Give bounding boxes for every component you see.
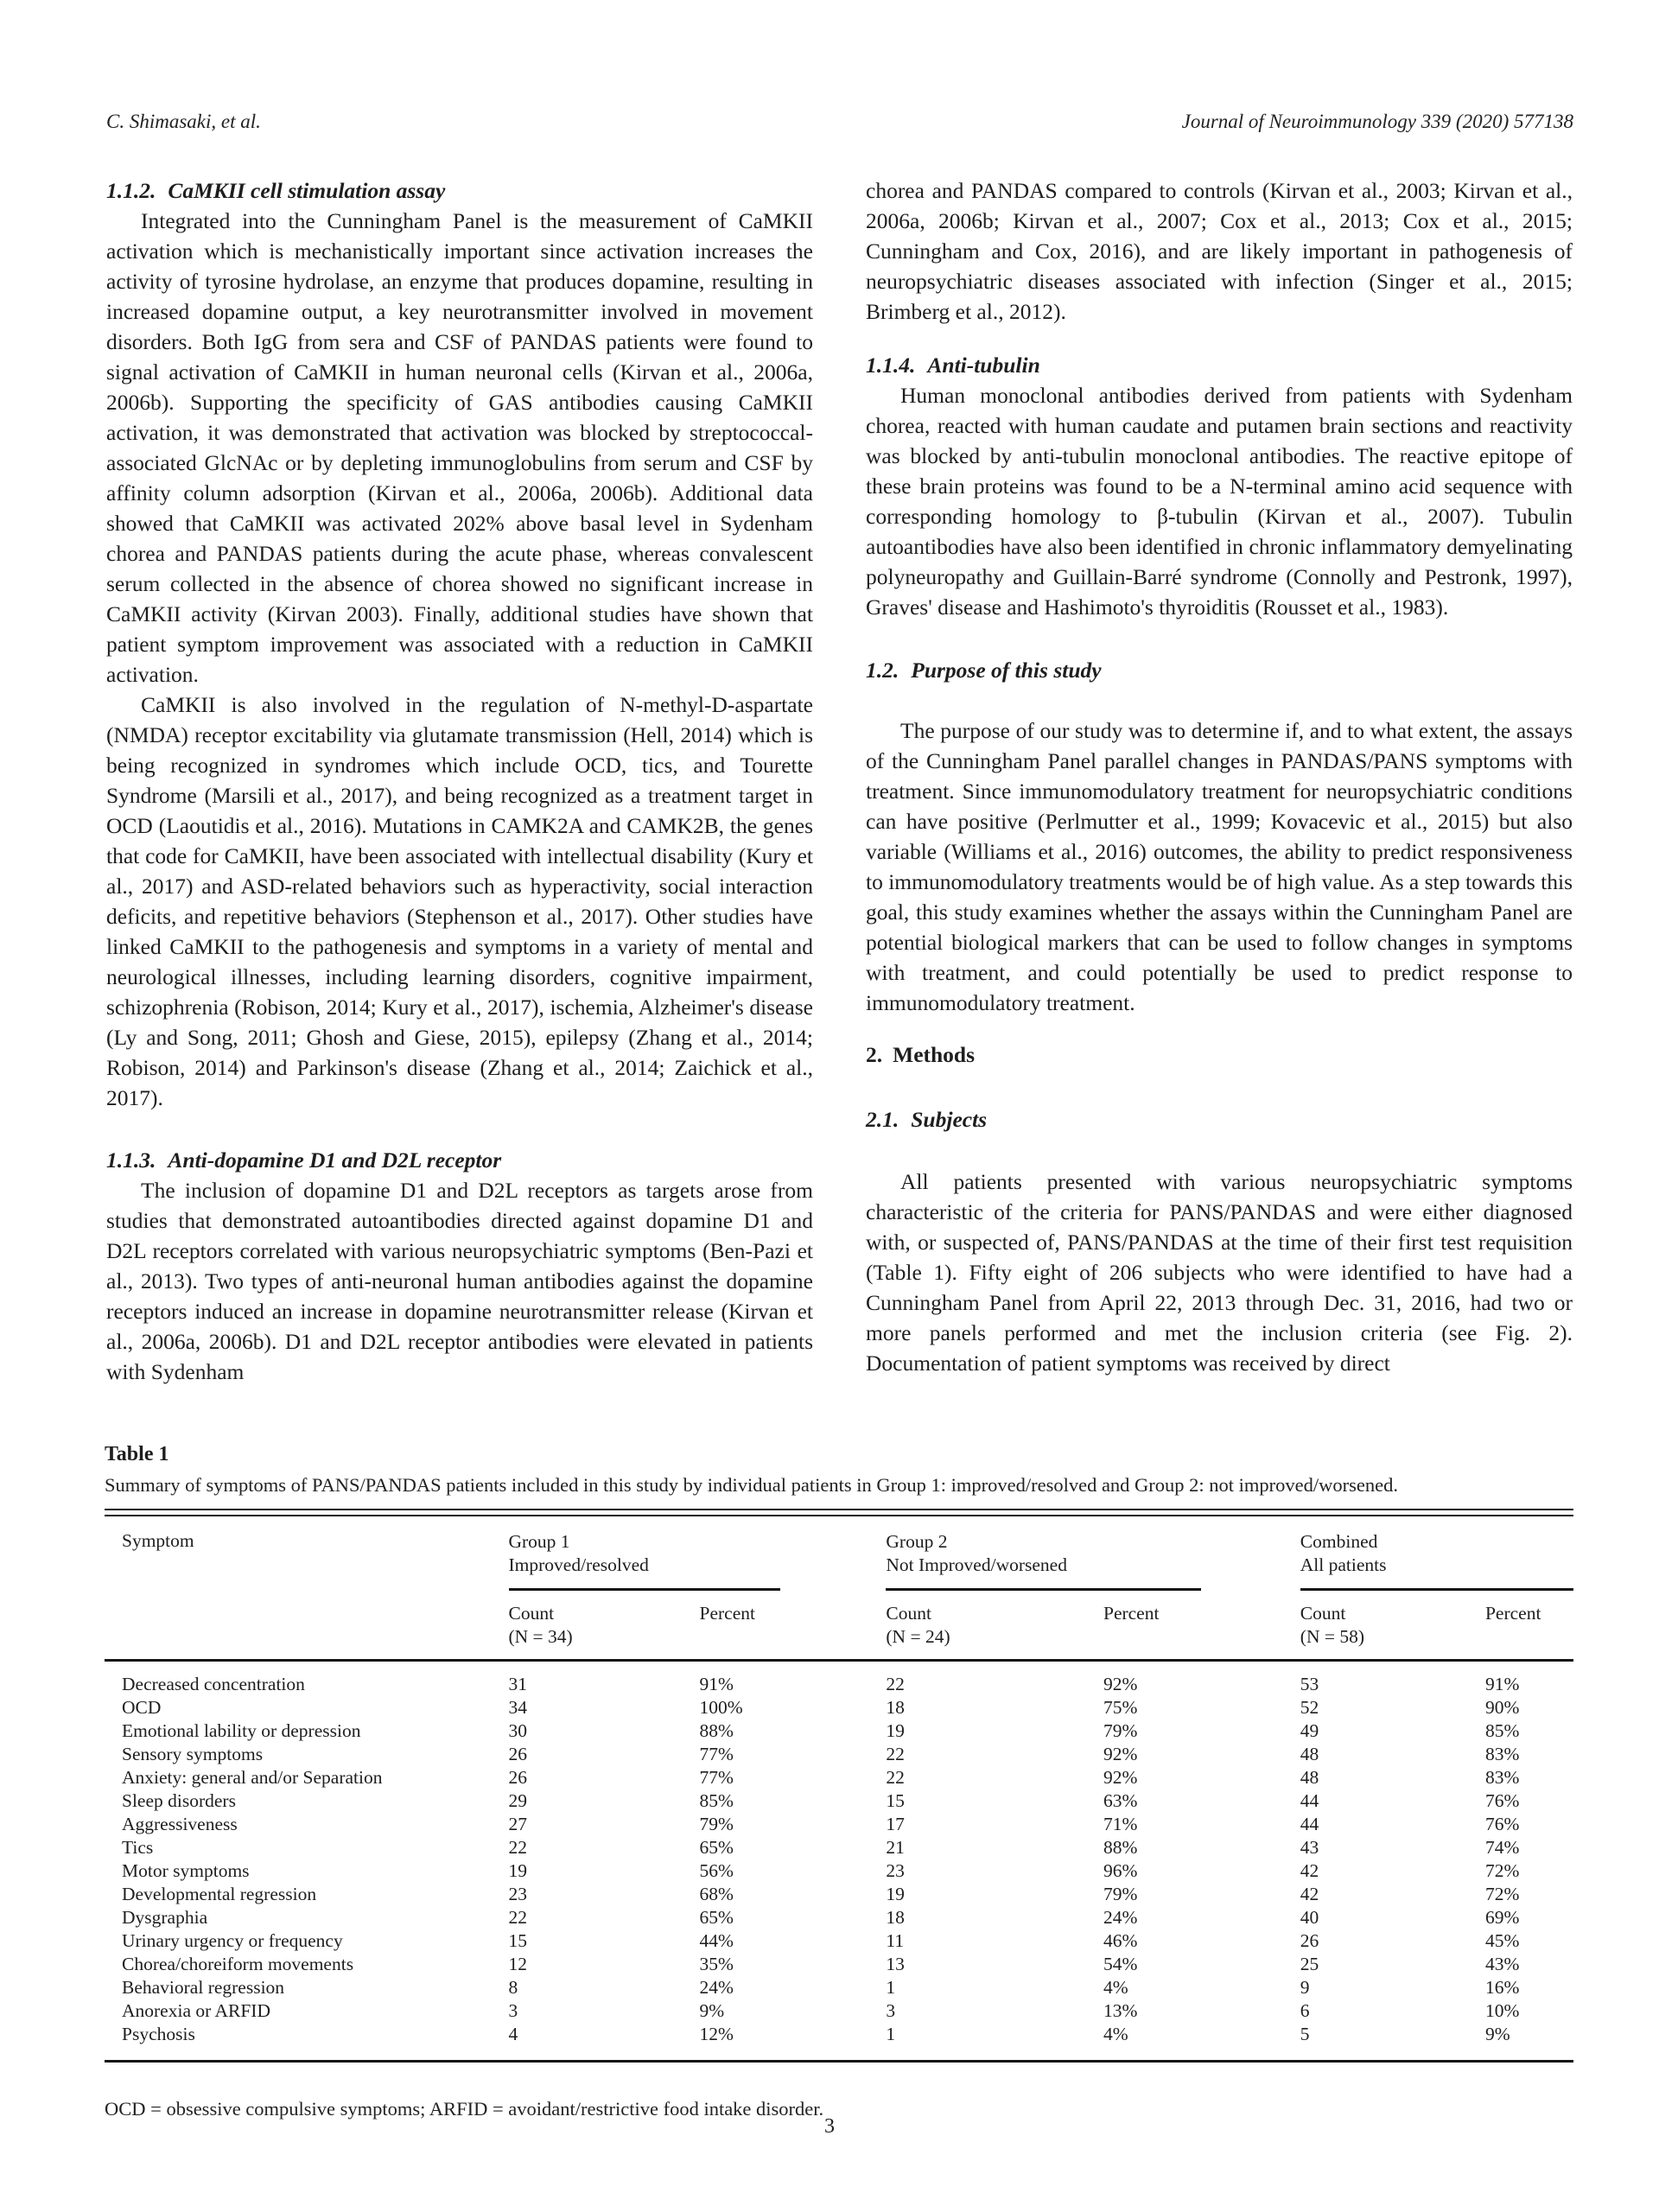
value-cell: 92% — [1103, 1744, 1138, 1764]
paragraph: chorea and PANDAS compared to controls (Kirvan et al., 2003; Kirvan et al., 2006a, 2006b; Kirvan et al., 2007; Cox et al., 2013; Cox et al., 2015; Cunningham and Cox, 2016), and are likely important in pathogenesis of neuropsychiatric diseases associated with infection (Singer et al., 2015; Brimberg et al., 2012). — [866, 178, 1573, 324]
value-cell: 44 — [1300, 1814, 1319, 1834]
value-cell: 90% — [1484, 1697, 1520, 1718]
combined-header — [1300, 1516, 1573, 1591]
symptom-column-header: Symptom — [105, 1516, 509, 1661]
value-cell: 3 — [508, 2000, 518, 2021]
value-cell: 21 — [886, 1837, 905, 1858]
table-row — [105, 1766, 1573, 1789]
value-cell: 91% — [699, 1674, 734, 1694]
symptom-cell: Urinary urgency or frequency — [122, 1930, 343, 1951]
value-cell: 48 — [1300, 1767, 1319, 1788]
running-head-authors: C. Shimasaki, et al. — [106, 111, 261, 132]
value-cell: 17 — [886, 1814, 905, 1834]
paragraph: Integrated into the Cunningham Panel is the measurement of CaMKII activation which is mechanistically important since activation increases the activity of tyrosine hydrolase, an enzyme that produces dopamine, resulting in increased dopamine output, a key neurotransmitter involved in movement disorders. Both IgG from sera and CSF of PANDAS patients were found to signal activation of CaMKII in human neuronal cells (Kirvan et al., 2006a, 2006b). Supporting the specificity of GAS antibodies causing CaMKII activation, it was demonstrated that activation was blocked by streptococcal-associated GlcNAc or by depleting immunoglobulins from serum and CSF by affinity column adsorption (Kirvan et al., 2006a, 2006b). Additional data showed that CaMKII was activated 202% above basal level in Sydenham chorea and PANDAS patients during the acute phase, whereas convalescent serum collected in the absence of chorea showed no significant increase in CaMKII activity (Kirvan 2003). Finally, additional studies have shown that patient symptom improvement was associated with a reduction in CaMKII activation. — [106, 208, 813, 687]
value-cell: 79% — [699, 1814, 734, 1834]
paragraph: All patients presented with various neuropsychiatric symptoms characteristic of the criteria for PANS/PANDAS and were either diagnosed with, or suspected of, PANS/PANDAS at the time of their first test requisition (Table 1). Fifty eight of 206 subjects who were identified to have had a Cunningham Panel from April 22, 2013 through Dec. 31, 2016, had two or more panels performed and met the inclusion criteria (see Fig. 2). Documentation of patient symptoms was received by direct — [866, 1169, 1573, 1376]
running-head-journal: Journal of Neuroimmunology 339 (2020) 577138 — [1181, 111, 1573, 132]
table-bottom-rule — [105, 2060, 1573, 2063]
section-number: 1.1.3. — [106, 1147, 156, 1173]
value-cell: 19 — [508, 1860, 527, 1881]
section-title: Anti-tubulin — [927, 353, 1040, 378]
table-row — [105, 1813, 1573, 1836]
table-label: Table 1 — [105, 1443, 169, 1465]
value-cell: 9% — [699, 2000, 725, 2021]
group1-header — [509, 1516, 887, 1591]
table-row — [105, 1883, 1573, 1906]
value-cell: 92% — [1103, 1767, 1138, 1788]
symptom-table-body — [105, 1661, 1573, 2047]
value-cell: 83% — [1484, 1767, 1520, 1788]
value-cell: 72% — [1484, 1884, 1520, 1904]
value-cell: 34 — [508, 1697, 527, 1718]
value-cell: 40 — [1300, 1907, 1319, 1928]
symptom-cell: Sleep disorders — [122, 1790, 236, 1811]
section-number: 2. — [866, 1042, 883, 1067]
symptom-cell: Chorea/choreiform movements — [122, 1954, 354, 1974]
section-heading-1-2 — [866, 655, 1573, 685]
table-row — [105, 2023, 1573, 2046]
value-cell: 48 — [1300, 1744, 1319, 1764]
value-cell: 4% — [1103, 2024, 1128, 2044]
value-cell: 46% — [1103, 1930, 1138, 1951]
value-cell: 24% — [699, 1977, 734, 1998]
value-cell: 43% — [1484, 1954, 1520, 1974]
value-cell: 54% — [1103, 1954, 1138, 1974]
section-heading-1-1-2 — [106, 175, 813, 206]
section-heading-2 — [866, 1039, 1573, 1070]
section-title: Subjects — [911, 1107, 988, 1132]
group2-header — [886, 1516, 1300, 1591]
value-cell: 96% — [1103, 1860, 1138, 1881]
section-title: Methods — [893, 1042, 976, 1067]
value-cell: 22 — [508, 1907, 527, 1928]
section-title: CaMKII cell stimulation assay — [168, 178, 446, 203]
value-cell: 69% — [1484, 1907, 1520, 1928]
section-heading-2-1 — [866, 1104, 1573, 1135]
value-cell: 13% — [1103, 2000, 1138, 2021]
value-cell: 12% — [699, 2024, 734, 2044]
group2-n: (N = 24) — [886, 1626, 950, 1647]
value-cell: 52 — [1300, 1697, 1319, 1718]
symptom-cell: Decreased concentration — [122, 1674, 305, 1694]
symptom-cell: Sensory symptoms — [122, 1744, 264, 1764]
section-title: Purpose of this study — [911, 658, 1102, 683]
paragraph: Human monoclonal antibodies derived from patients with Sydenham chorea, reacted with human caudate and putamen brain sections and reactivity was blocked by anti-tubulin monoclonal antibodies. The reactive epitope of these brain proteins was found to be a N-terminal amino acid sequence with corresponding homology to β-tubulin (Kirvan et al., 2007). Tubulin autoantibodies have also been identified in chronic inflammatory demyelinating polyneuropathy and Guillain-Barré syndrome (Connolly and Pestronk, 1997), Graves' disease and Hashimoto's thyroiditis (Rousset et al., 1983). — [866, 383, 1573, 620]
value-cell: 26 — [508, 1767, 527, 1788]
value-cell: 88% — [1103, 1837, 1138, 1858]
value-cell: 9% — [1484, 2024, 1510, 2044]
value-cell: 10% — [1484, 2000, 1520, 2021]
symptom-cell: Emotional lability or depression — [122, 1720, 361, 1741]
value-cell: 26 — [508, 1744, 527, 1764]
value-cell: 92% — [1103, 1674, 1138, 1694]
table-row — [105, 1906, 1573, 1929]
table-row — [105, 1696, 1573, 1719]
value-cell: 85% — [1484, 1720, 1520, 1741]
value-cell: 22 — [886, 1767, 905, 1788]
section-number: 1.2. — [866, 658, 899, 683]
table-row — [105, 1836, 1573, 1859]
page-number: 3 — [824, 2115, 835, 2138]
symptom-cell: OCD — [122, 1697, 162, 1718]
value-cell: 53 — [1300, 1674, 1319, 1694]
value-cell: 71% — [1103, 1814, 1138, 1834]
symptom-cell: Dysgraphia — [122, 1907, 208, 1928]
value-cell: 42 — [1300, 1884, 1319, 1904]
value-cell: 72% — [1484, 1860, 1520, 1881]
section-number: 1.1.2. — [106, 178, 156, 203]
value-cell: 22 — [886, 1744, 905, 1764]
value-cell: 8 — [508, 1977, 518, 1998]
right-column — [866, 175, 1573, 1378]
value-cell: 49 — [1300, 1720, 1319, 1741]
group2-subtitle: Not Improved/worsened — [886, 1554, 1067, 1575]
table-row — [105, 1976, 1573, 1999]
combined-title: Combined — [1300, 1531, 1378, 1552]
value-cell: 18 — [886, 1907, 905, 1928]
table-row — [105, 1999, 1573, 2023]
value-cell: 12 — [508, 1954, 527, 1974]
symptom-cell: Behavioral regression — [122, 1977, 285, 1998]
value-cell: 74% — [1484, 1837, 1520, 1858]
value-cell: 23 — [508, 1884, 527, 1904]
value-cell: 4% — [1103, 1977, 1128, 1998]
symptom-cell: Anxiety: general and/or Separation — [122, 1767, 383, 1788]
value-cell: 91% — [1484, 1674, 1520, 1694]
value-cell: 44% — [699, 1930, 734, 1951]
value-cell: 19 — [886, 1884, 905, 1904]
value-cell: 16% — [1484, 1977, 1520, 1998]
symptom-cell: Motor symptoms — [122, 1860, 250, 1881]
symptom-cell: Anorexia or ARFID — [122, 2000, 270, 2021]
value-cell: 23 — [886, 1860, 905, 1881]
section-heading-1-1-3 — [106, 1145, 813, 1175]
value-cell: 4 — [508, 2024, 518, 2044]
value-cell: 77% — [699, 1744, 734, 1764]
value-cell: 79% — [1103, 1884, 1138, 1904]
table-row — [105, 1743, 1573, 1766]
group2-percent-header: Percent — [1103, 1591, 1300, 1661]
table-footnote: OCD = obsessive compulsive symptoms; ARFID = avoidant/restrictive food intake disorder. — [105, 2098, 824, 2120]
value-cell: 45% — [1484, 1930, 1520, 1951]
section-heading-1-1-4 — [866, 350, 1573, 380]
value-cell: 25 — [1300, 1954, 1319, 1974]
value-cell: 76% — [1484, 1790, 1520, 1811]
group1-percent-header: Percent — [700, 1591, 887, 1661]
value-cell: 44 — [1300, 1790, 1319, 1811]
value-cell: 75% — [1103, 1697, 1138, 1718]
table-row — [105, 1859, 1573, 1883]
group2-count-header: Count (N = 24) — [886, 1591, 1103, 1661]
value-cell: 9 — [1300, 1977, 1310, 1998]
value-cell: 22 — [508, 1837, 527, 1858]
value-cell: 100% — [699, 1697, 743, 1718]
table-1-block — [105, 1441, 1573, 2121]
paragraph: The purpose of our study was to determine if, and to what extent, the assays of the Cunningham Panel parallel changes in PANDAS/PANS symptoms with treatment. Since immunomodulatory treatment for neuropsychiatric conditions can have positive (Perlmutter et al., 1999; Kovacevic et al., 2015) but also variable (Williams et al., 2016) outcomes, the ability to predict responsiveness to immunomodulatory treatments would be of high value. As a step towards this goal, this study examines whether the assays within the Cunningham Panel are potential biological markers that can be used to follow changes in symptoms with treatment, and could potentially be used to predict response to immunomodulatory treatment. — [866, 718, 1573, 1015]
value-cell: 15 — [508, 1930, 527, 1951]
value-cell: 15 — [886, 1790, 905, 1811]
symptom-cell: Tics — [122, 1837, 154, 1858]
value-cell: 85% — [699, 1790, 734, 1811]
value-cell: 65% — [699, 1837, 734, 1858]
group1-subtitle: Improved/resolved — [508, 1554, 649, 1575]
section-number: 2.1. — [866, 1107, 899, 1132]
table-row — [105, 1661, 1573, 1697]
value-cell: 43 — [1300, 1837, 1319, 1858]
combined-percent-header: Percent — [1485, 1591, 1573, 1661]
value-cell: 88% — [699, 1720, 734, 1741]
table-group-header-row — [105, 1516, 1573, 1591]
value-cell: 3 — [886, 2000, 896, 2021]
value-cell: 1 — [886, 2024, 896, 2044]
value-cell: 83% — [1484, 1744, 1520, 1764]
value-cell: 5 — [1300, 2024, 1310, 2044]
value-cell: 29 — [508, 1790, 527, 1811]
value-cell: 11 — [886, 1930, 905, 1951]
value-cell: 56% — [699, 1860, 734, 1881]
value-cell: 27 — [508, 1814, 527, 1834]
group2-title: Group 2 — [886, 1531, 948, 1552]
paragraph: CaMKII is also involved in the regulation of N-methyl-D-aspartate (NMDA) receptor excitability via glutamate transmission (Hell, 2014) which is being recognized in syndromes which include OCD, tics, and Tourette Syndrome (Marsili et al., 2017), and being recognized as a treatment target in OCD (Laoutidis et al., 2016). Mutations in CAMK2A and CAMK2B, the genes that code for CaMKII, have been associated with intellectual disability (Kury et al., 2017) and ASD-related behaviors such as hyperactivity, social interaction deficits, and repetitive behaviors (Stephenson et al., 2017). Other studies have linked CaMKII to the pathogenesis and symptoms in a variety of mental and neurological illnesses, including learning disorders, cognitive impairment, schizophrenia (Robison, 2014; Kury et al., 2017), ischemia, Alzheimer's disease (Ly and Song, 2011; Ghosh and Giese, 2015), epilepsy (Zhang et al., 2014; Robison, 2014) and Parkinson's disease (Zhang et al., 2014; Zaichick et al., 2017). — [106, 692, 813, 1110]
value-cell: 35% — [699, 1954, 734, 1974]
table-row — [105, 1719, 1573, 1743]
value-cell: 77% — [699, 1767, 734, 1788]
value-cell: 30 — [508, 1720, 527, 1741]
symptom-table — [105, 1516, 1573, 2046]
group1-n: (N = 34) — [508, 1626, 573, 1647]
table-caption: Summary of symptoms of PANS/PANDAS patients included in this study by individual patients in Group 1: improved/resolved and Group 2: not improved/worsened. — [105, 1474, 1398, 1496]
section-number: 1.1.4. — [866, 353, 916, 378]
value-cell: 19 — [886, 1720, 905, 1741]
value-cell: 65% — [699, 1907, 734, 1928]
group1-title: Group 1 — [508, 1531, 570, 1552]
value-cell: 24% — [1103, 1907, 1138, 1928]
value-cell: 76% — [1484, 1814, 1520, 1834]
table-row — [105, 1789, 1573, 1813]
value-cell: 1 — [886, 1977, 896, 1998]
paragraph: The inclusion of dopamine D1 and D2L receptors as targets arose from studies that demonstrated autoantibodies directed against dopamine D1 and D2L receptors correlated with various neuropsychiatric symptoms (Ben-Pazi et al., 2013). Two types of anti-neuronal human antibodies against the dopamine receptors induced an increase in dopamine neurotransmitter release (Kirvan et al., 2006a, 2006b). D1 and D2L receptor antibodies were elevated in patients with Sydenham — [106, 1178, 813, 1384]
combined-count-header: Count (N = 58) — [1300, 1591, 1485, 1661]
value-cell: 79% — [1103, 1720, 1138, 1741]
combined-subtitle: All patients — [1300, 1554, 1387, 1575]
left-column — [106, 175, 813, 1387]
value-cell: 22 — [886, 1674, 905, 1694]
table-top-rule — [105, 1509, 1573, 1516]
value-cell: 6 — [1300, 2000, 1310, 2021]
value-cell: 18 — [886, 1697, 905, 1718]
symptom-cell: Developmental regression — [122, 1884, 317, 1904]
value-cell: 68% — [699, 1884, 734, 1904]
symptom-cell: Aggressiveness — [122, 1814, 238, 1834]
value-cell: 31 — [508, 1674, 527, 1694]
table-row — [105, 1929, 1573, 1953]
table-row — [105, 1953, 1573, 1976]
value-cell: 13 — [886, 1954, 905, 1974]
value-cell: 26 — [1300, 1930, 1319, 1951]
group1-count-header: Count (N = 34) — [509, 1591, 700, 1661]
combined-n: (N = 58) — [1300, 1626, 1365, 1647]
value-cell: 63% — [1103, 1790, 1138, 1811]
section-title: Anti-dopamine D1 and D2L receptor — [168, 1147, 502, 1173]
value-cell: 42 — [1300, 1860, 1319, 1881]
symptom-cell: Psychosis — [122, 2024, 195, 2044]
